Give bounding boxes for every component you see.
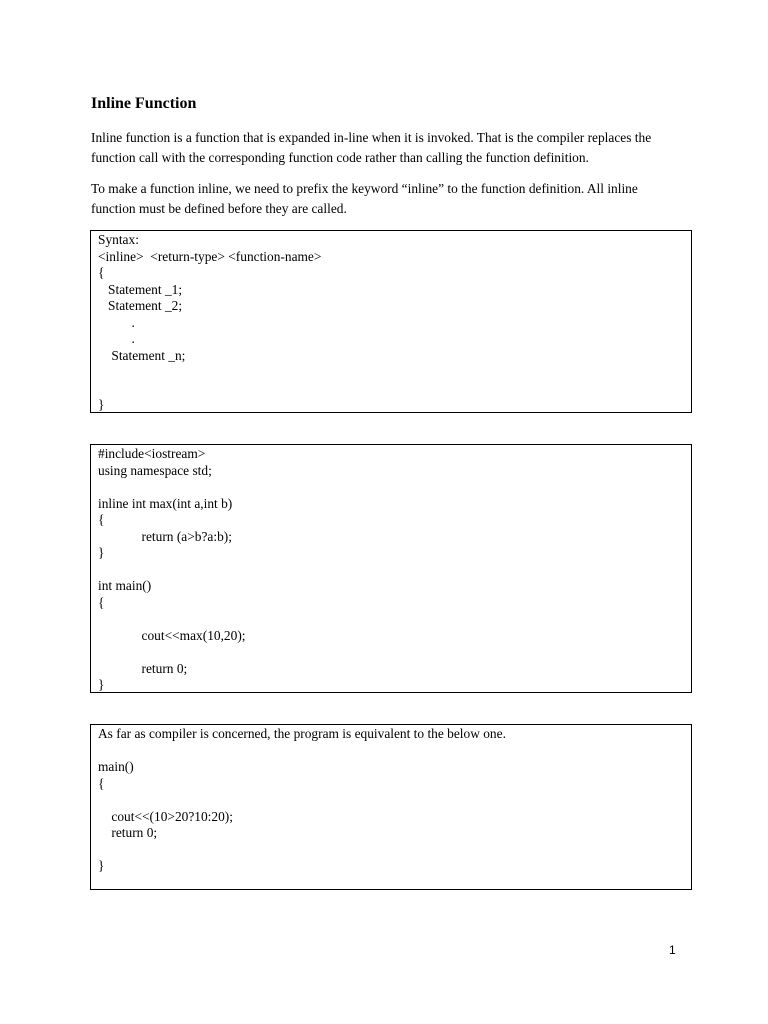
inline-keyword-paragraph bbox=[91, 179, 691, 218]
paragraph-line: Inline function is a function that is expanded in-line when it is invoked. That is the compiler replaces the bbox=[91, 130, 652, 145]
syntax-box bbox=[90, 230, 692, 413]
paragraph-line: function call with the corresponding function code rather than calling the function definition. bbox=[91, 149, 589, 165]
code-line bbox=[98, 644, 691, 661]
code-line: cout<<(10>20?10:20); bbox=[98, 808, 233, 824]
code-line: { bbox=[98, 512, 105, 527]
code-line bbox=[98, 792, 691, 809]
code-line bbox=[98, 562, 691, 579]
code-line: #include<iostream> bbox=[98, 446, 206, 461]
code-line bbox=[98, 364, 691, 381]
code-line: . bbox=[98, 331, 135, 346]
code-line: Syntax: bbox=[98, 232, 139, 247]
code-line: return 0; bbox=[98, 660, 188, 676]
code-line: } bbox=[98, 677, 105, 692]
code-line bbox=[98, 479, 691, 496]
code-line: { bbox=[98, 594, 105, 610]
code-line: using namespace std; bbox=[98, 462, 212, 478]
page-title: Inline Function bbox=[91, 95, 197, 112]
code-line: cout<<max(10,20); bbox=[98, 627, 246, 643]
intro-paragraph bbox=[91, 128, 691, 167]
equivalent-program-box bbox=[90, 724, 692, 890]
code-line: { bbox=[98, 265, 105, 280]
code-line: { bbox=[98, 775, 105, 791]
example-program-box bbox=[90, 444, 692, 693]
code-line bbox=[98, 611, 691, 628]
code-line bbox=[98, 381, 691, 398]
paragraph-line: To make a function inline, we need to prefix the keyword “inline” to the function definition. All inline bbox=[91, 181, 638, 196]
code-line: Statement _n; bbox=[98, 347, 186, 363]
paragraph-line: function must be defined before they are called. bbox=[91, 200, 347, 216]
code-line: Statement _1; bbox=[98, 281, 183, 297]
code-line: } bbox=[98, 545, 105, 560]
code-line: } bbox=[98, 397, 105, 412]
code-line: return 0; bbox=[98, 825, 158, 840]
code-line: return (a>b?a:b); bbox=[98, 528, 232, 544]
code-line: <inline> <return-type> <function-name> bbox=[98, 248, 322, 264]
code-line: Statement _2; bbox=[98, 298, 183, 313]
code-line: } bbox=[98, 858, 105, 873]
code-line: As far as compiler is concerned, the program is equivalent to the below one. bbox=[98, 726, 506, 741]
page-number: 1 bbox=[669, 943, 676, 957]
code-line bbox=[98, 743, 691, 760]
code-line: main() bbox=[98, 759, 134, 774]
code-line: . bbox=[98, 314, 135, 330]
code-line bbox=[98, 842, 691, 859]
code-line: int main() bbox=[98, 578, 152, 593]
code-line: inline int max(int a,int b) bbox=[98, 495, 233, 511]
